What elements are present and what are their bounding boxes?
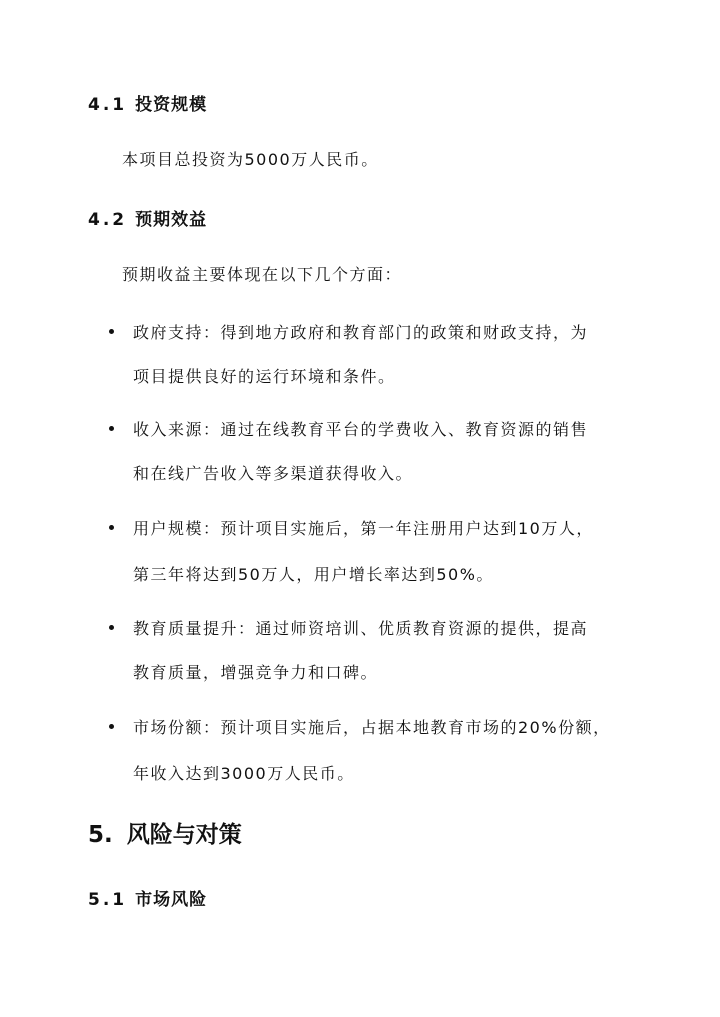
section-number: 4.2 <box>88 210 128 230</box>
bullet-dot <box>109 329 114 334</box>
section-title: 市场风险 <box>135 890 208 910</box>
bullet-dot <box>109 426 114 431</box>
benefits-intro-paragraph: 预期收益主要体现在以下几个方面： <box>122 265 403 284</box>
list-item-line: 教育质量，增强竞争力和口碑。 <box>133 663 379 682</box>
section-number: 4.1 <box>88 95 128 115</box>
list-item-line: 年收入达到3000万人民币。 <box>133 764 355 783</box>
list-item-line: 用户规模：预计项目实施后，第一年注册用户达到10万人， <box>133 519 594 538</box>
list-item-line: 和在线广告收入等多渠道获得收入。 <box>133 464 414 483</box>
section-title: 预期效益 <box>135 210 208 230</box>
list-item-line: 项目提供良好的运行环境和条件。 <box>133 367 396 386</box>
list-item-line: 市场份额：预计项目实施后，占据本地教育市场的20%份额， <box>133 718 611 737</box>
section-heading-5 <box>88 816 242 849</box>
list-item-line: 收入来源：通过在线教育平台的学费收入、教育资源的销售 <box>133 420 589 439</box>
section-heading-4-1 <box>88 90 207 115</box>
investment-paragraph: 本项目总投资为5000万人民币。 <box>122 150 379 169</box>
bullet-dot <box>109 724 114 729</box>
bullet-dot <box>109 525 114 530</box>
list-item-line: 教育质量提升：通过师资培训、优质教育资源的提供，提高 <box>133 619 589 638</box>
section-number: 5. <box>88 822 113 848</box>
section-number: 5.1 <box>88 890 128 910</box>
section-title: 投资规模 <box>135 95 208 115</box>
section-heading-4-2 <box>88 205 207 230</box>
list-item-line: 政府支持：得到地方政府和教育部门的政策和财政支持，为 <box>133 323 589 342</box>
section-title: 风险与对策 <box>126 822 242 848</box>
bullet-dot <box>109 625 114 630</box>
list-item-line: 第三年将达到50万人，用户增长率达到50%。 <box>133 565 494 584</box>
section-heading-5-1 <box>88 885 207 910</box>
